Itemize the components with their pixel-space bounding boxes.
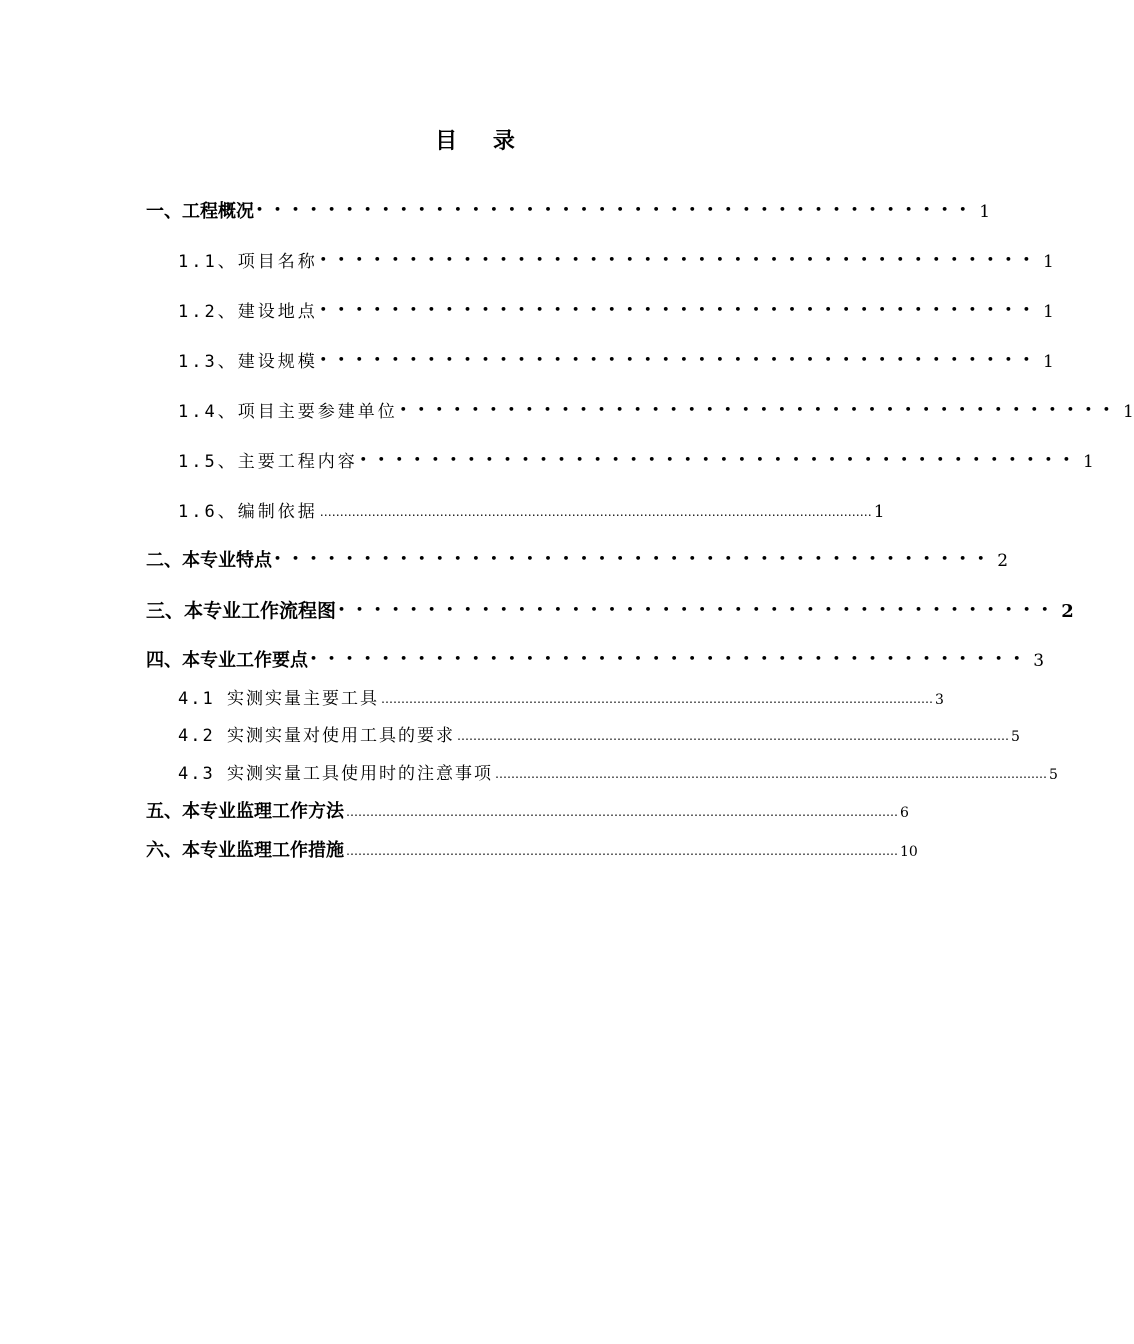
toc-leader-dots: •••••••••••••••••••••••••••••••••••••••• xyxy=(319,303,1041,316)
toc-entry[interactable] xyxy=(178,721,1020,746)
toc-entry[interactable] xyxy=(146,596,1074,623)
toc-leader-dots: ………………………………………………………………………………………………………………………… xyxy=(319,505,872,519)
toc-entry-page: 3 xyxy=(1033,651,1045,671)
toc-entry-page: 5 xyxy=(1048,767,1058,783)
toc-entry[interactable] xyxy=(178,447,1094,472)
toc-entry[interactable] xyxy=(178,759,1058,784)
toc-entry-page: 1 xyxy=(979,202,991,222)
toc-entry[interactable] xyxy=(146,197,991,223)
toc-entry-page: 1 xyxy=(1042,352,1054,372)
toc-entry-label: 一、工程概况 xyxy=(146,201,254,222)
toc-entry[interactable] xyxy=(178,247,1054,272)
toc-entry-label: 1.6、编制依据 xyxy=(178,502,318,522)
toc-entry-page: 6 xyxy=(900,805,909,821)
toc-entry-page: 10 xyxy=(900,844,918,860)
toc-entry-page: 5 xyxy=(1010,729,1020,745)
toc-leader-dots: •••••••••••••••••••••••••••••••••••••••• xyxy=(310,652,1032,665)
toc-entry[interactable] xyxy=(146,646,1045,672)
toc-entry-label: 1.4、项目主要参建单位 xyxy=(178,402,398,422)
toc-leader-dots: ………………………………………………………………………………………………………………………… xyxy=(494,767,1047,781)
toc-entry-label: 4.1 实测实量主要工具 xyxy=(178,689,379,709)
toc-entry-page: 1 xyxy=(1042,252,1054,272)
toc-entry-label: 1.2、建设地点 xyxy=(178,302,318,322)
toc-leader-dots: ………………………………………………………………………………………………………………………… xyxy=(346,844,898,858)
toc-leader-dots: •••••••••••••••••••••••••••••••••••••••• xyxy=(319,353,1041,366)
toc-title: 目 录 xyxy=(435,129,529,154)
toc-entry[interactable] xyxy=(146,836,918,862)
toc-entry[interactable] xyxy=(178,347,1054,372)
toc-leader-dots: •••••••••••••••••••••••••••••••••••••••• xyxy=(359,453,1081,466)
toc-entry[interactable] xyxy=(178,397,1134,422)
toc-entry-label: 五、本专业监理工作方法 xyxy=(146,801,344,822)
toc-entry-label: 1.3、建设规模 xyxy=(178,352,318,372)
toc-entry[interactable] xyxy=(178,497,885,522)
toc-leader-dots: •••••••••••••••••••••••••••••••••••••••• xyxy=(256,203,978,216)
toc-leader-dots: ………………………………………………………………………………………………………………………… xyxy=(346,805,898,819)
toc-entry[interactable] xyxy=(178,684,944,709)
toc-leader-dots: •••••••••••••••••••••••••••••••••••••••• xyxy=(274,552,996,565)
toc-leader-dots: •••••••••••••••••••••••••••••••••••••••• xyxy=(319,253,1041,266)
toc-entry-label: 4.3 实测实量工具使用时的注意事项 xyxy=(178,764,493,784)
toc-entry-label: 四、本专业工作要点 xyxy=(146,650,308,671)
toc-leader-dots: •••••••••••••••••••••••••••••••••••••••• xyxy=(399,403,1121,416)
toc-leader-dots: ………………………………………………………………………………………………………………………… xyxy=(456,729,1009,743)
toc-leader-dots: •••••••••••••••••••••••••••••••••••••••• xyxy=(338,603,1060,616)
toc-entry-page: 1 xyxy=(1082,452,1094,472)
toc-entry-label: 二、本专业特点 xyxy=(146,550,272,571)
toc-entry-page: 1 xyxy=(1042,302,1054,322)
toc-entry-label: 1.5、主要工程内容 xyxy=(178,452,358,472)
toc-entry-page: 2 xyxy=(997,551,1009,571)
toc-entry-label: 三、本专业工作流程图 xyxy=(146,600,337,622)
toc-entry-label: 六、本专业监理工作措施 xyxy=(146,840,344,861)
toc-leader-dots: ………………………………………………………………………………………………………………………… xyxy=(380,692,933,706)
toc-entry-page: 1 xyxy=(873,502,885,522)
toc-entry-page: 3 xyxy=(934,692,944,708)
toc-entry[interactable] xyxy=(146,546,1009,572)
toc-entry-label: 4.2 实测实量对使用工具的要求 xyxy=(178,726,455,746)
toc-entry[interactable] xyxy=(178,297,1054,322)
toc-entry-page: 1 xyxy=(1122,402,1134,422)
toc-entry[interactable] xyxy=(146,797,909,823)
toc-entry-label: 1.1、项目名称 xyxy=(178,252,318,272)
toc-entry-page: 2 xyxy=(1061,601,1074,622)
